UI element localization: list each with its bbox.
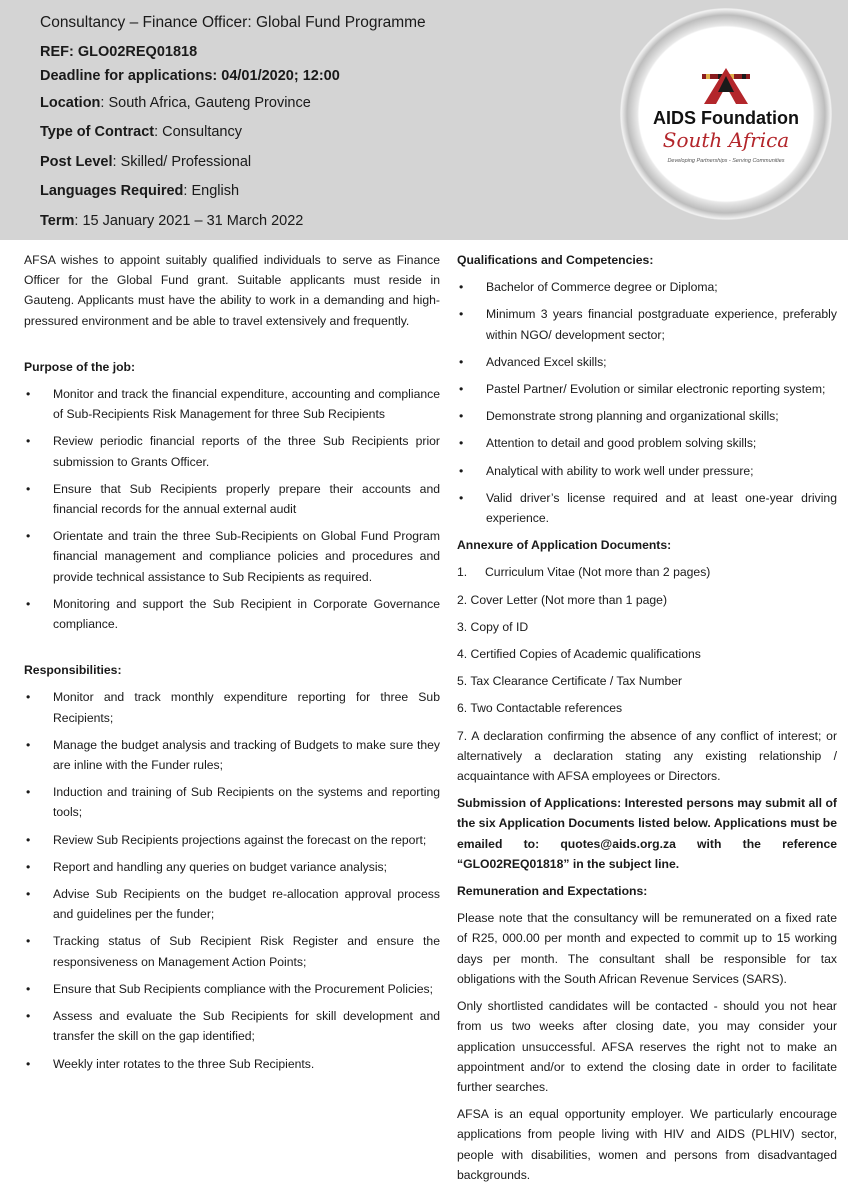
list-item: • Ensure that Sub Recipients compliance with the Procurement Policies; bbox=[24, 979, 440, 999]
list-item: 3. Copy of ID bbox=[457, 619, 529, 634]
list-item: 6. Two Contactable references bbox=[457, 701, 623, 716]
list-item: • Minimum 3 years financial postgraduate experience, preferably within NGO/ development sector; bbox=[457, 304, 837, 344]
post-level: Post Level: Skilled/ Professional bbox=[40, 154, 252, 170]
shortlist-paragraph: Only shortlisted candidates will be contacted - should you not hear from us two weeks after closing date, you may consider your application unsuccessful. AFSA reserves the right not to make an appointment and/or to extend the closing date in order to facilitate further searches. bbox=[457, 999, 837, 1094]
term: Term: 15 January 2021 – 31 March 2022 bbox=[40, 213, 304, 229]
equal-opportunity-paragraph: AFSA is an equal opportunity employer. We particularly encourage applications from people living with HIV and AIDS (PLHIV) sector, people with disabilities, women and persons from disadvantaged backgrounds. bbox=[457, 1107, 837, 1182]
list-item: 4. Certified Copies of Academic qualifications bbox=[457, 647, 701, 662]
list-item: • Report and handling any queries on budget variance analysis; bbox=[24, 857, 440, 877]
list-item: • Induction and training of Sub Recipients on the systems and reporting tools; bbox=[24, 782, 440, 822]
list-item: • Monitor and track the financial expenditure, accounting and compliance of Sub-Recipients Risk Management for three Sub Recipients bbox=[24, 384, 440, 424]
list-item: • Pastel Partner/ Evolution or similar electronic reporting system; bbox=[457, 379, 837, 399]
list-item: • Weekly inter rotates to the three Sub Recipients. bbox=[24, 1054, 440, 1074]
remuneration-heading: Remuneration and Expectations: bbox=[457, 884, 648, 899]
annexure-heading: Annexure of Application Documents: bbox=[457, 538, 672, 553]
list-item: • Valid driver’s license required and at least one-year driving experience. bbox=[457, 488, 837, 528]
list-item: • Assess and evaluate the Sub Recipients for skill development and transfer the skill on the gap identified; bbox=[24, 1006, 440, 1046]
responsibilities-list bbox=[24, 687, 440, 1073]
submission-paragraph: Submission of Applications: Interested persons may submit all of the six Application Documents listed below. Applications must be emailed to: quotes@aids.org.za with the reference “GLO02REQ01818” in the subject line. bbox=[457, 796, 837, 871]
purpose-list bbox=[24, 384, 440, 634]
logo-script: South Africa bbox=[662, 128, 790, 152]
list-item: • Orientate and train the three Sub-Recipients on Global Fund Program financial management and compliance policies and procedures and provide technical assistance to Sub Recipients as required. bbox=[24, 526, 440, 587]
list-item: • Monitoring and support the Sub Recipient in Corporate Governance compliance. bbox=[24, 594, 440, 634]
location: Location: South Africa, Gauteng Province bbox=[40, 95, 311, 111]
purpose-heading: Purpose of the job: bbox=[24, 359, 136, 374]
list-item: • Attention to detail and good problem solving skills; bbox=[457, 433, 837, 453]
qualifications-list bbox=[457, 277, 837, 528]
intro-paragraph: AFSA wishes to appoint suitably qualified individuals to serve as Finance Officer for the Global Fund grant. Suitable applicants must reside in Gauteng. Applicants must have the ability to work in a demanding and high-pressured environment and be able to travel extensively and frequently. bbox=[24, 253, 440, 328]
list-item: • Ensure that Sub Recipients properly prepare their accounts and financial records for the annual external audit bbox=[24, 479, 440, 519]
list-item: 1. Curriculum Vitae (Not more than 2 pages) bbox=[457, 565, 711, 580]
list-item: • Monitor and track monthly expenditure reporting for three Sub Recipients; bbox=[24, 687, 440, 727]
list-item: • Advanced Excel skills; bbox=[457, 352, 837, 372]
logo-wordmark: AIDS Foundation bbox=[653, 108, 799, 128]
list-item: 5. Tax Clearance Certificate / Tax Number bbox=[457, 674, 683, 689]
ribbon-icon bbox=[698, 48, 754, 106]
list-item: 7. A declaration confirming the absence of any conflict of interest; or alternatively a declaration stating any existing relationship / acquaintance with AFSA employees or Directors. bbox=[457, 728, 837, 784]
list-item: • Analytical with ability to work well under pressure; bbox=[457, 461, 837, 481]
qualifications-heading: Qualifications and Competencies: bbox=[457, 253, 654, 267]
responsibilities-heading: Responsibilities: bbox=[24, 663, 122, 678]
languages: Languages Required: English bbox=[40, 183, 240, 199]
reference-number: REF: GLO02REQ01818 bbox=[40, 44, 198, 60]
list-item: • Tracking status of Sub Recipient Risk Register and ensure the responsiveness on Management Action Points; bbox=[24, 931, 440, 971]
list-item: • Advise Sub Recipients on the budget re-allocation approval process and guidelines per the funder; bbox=[24, 884, 440, 924]
left-column bbox=[24, 250, 440, 1074]
list-item: • Bachelor of Commerce degree or Diploma; bbox=[457, 277, 837, 297]
list-item: • Review Sub Recipients projections against the forecast on the report; bbox=[24, 830, 440, 850]
remuneration-paragraph: Please note that the consultancy will be remunerated on a fixed rate of R25, 000.00 per month and expected to commit up to 15 working days per month. The consultant shall be responsible for tax obligations with the South African Revenue Services (SARS). bbox=[457, 911, 837, 986]
list-item: • Manage the budget analysis and tracking of Budgets to make sure they are inline with the Funder rules; bbox=[24, 735, 440, 775]
list-item: • Demonstrate strong planning and organizational skills; bbox=[457, 406, 837, 426]
job-title: Consultancy – Finance Officer: Global Fund Programme bbox=[40, 14, 426, 31]
list-item: • Review periodic financial reports of the three Sub Recipients prior submission to Grants Officer. bbox=[24, 431, 440, 471]
list-item: 2. Cover Letter (Not more than 1 page) bbox=[457, 592, 668, 607]
aids-foundation-logo bbox=[620, 8, 832, 220]
deadline: Deadline for applications: 04/01/2020; 12:00 bbox=[40, 68, 340, 84]
contract-type: Type of Contract: Consultancy bbox=[40, 124, 242, 140]
header-banner bbox=[0, 0, 848, 240]
logo-tagline: Developing Partnerships - Serving Communities bbox=[667, 158, 785, 164]
right-column bbox=[457, 250, 837, 1185]
